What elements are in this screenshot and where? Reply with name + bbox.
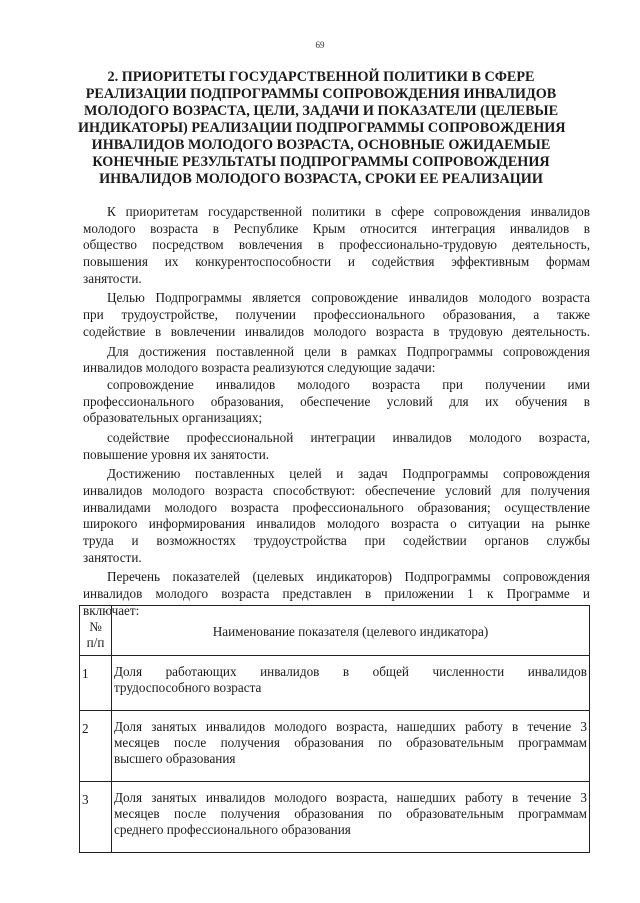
header-num: № [89,619,102,634]
text-line: образовательных организациях; [83,410,263,426]
text-line: Для достижения поставленной цели в рамках Подпрограммы сопровождения [107,343,590,359]
text-line: широкого информирования инвалидов молодого возраста о ситуации на рынке [83,516,590,532]
text-line: К приоритетам государственной политики в сфере сопровождения инвалидов [107,204,590,219]
text-line: включает: [83,602,140,618]
heading-line: ИНДИКАТОРЫ) РЕАЛИЗАЦИИ ПОДПРОГРАММЫ СОПРОВОЖДЕНИЯ [78,120,566,136]
table-header-row [80,606,590,656]
heading-line: 2. ПРИОРИТЕТЫ ГОСУДАРСТВЕННОЙ ПОЛИТИКИ В СФЕРЕ [107,69,535,85]
heading-line: ИНВАЛИДОВ МОЛОДОГО ВОЗРАСТА, ОСНОВНЫЕ ОЖИДАЕМЫЕ [91,137,551,153]
text-line: содействие в вовлечении инвалидов молодого возраста в трудовую деятельность. [83,323,590,339]
text-line: Перечень показателей (целевых индикаторов) Подпрограммы сопровождения [107,569,590,585]
table-row [80,782,590,853]
heading-line: МОЛОДОГО ВОЗРАСТА, ЦЕЛИ, ЗАДАЧИ И ПОКАЗАТЕЛИ (ЦЕЛЕВЫЕ [83,103,559,119]
text-line: сопровождение инвалидов молодого возраста при получении ими [107,376,590,392]
text-line: занятости. [83,270,142,286]
cell-line: трудоспособного возраста [114,680,262,695]
text-line: повышение уровня их занятости. [83,446,270,462]
heading-line: ИНВАЛИДОВ МОЛОДОГО ВОЗРАСТА, СРОКИ ЕЕ РЕАЛИЗАЦИИ [99,171,543,187]
cell-line: месяцев после получения образования по образовательным программам [114,806,587,821]
text-line: инвалидами молодого возраста профессионального образования; осуществление [83,499,590,515]
table-row [80,656,590,711]
indicators-table [79,602,590,853]
paragraph-task-2 [83,430,590,463]
header-name-cell: Наименование показателя (целевого индикатора) [112,606,590,656]
text-line: молодого возраста в Республике Крым относится интеграция инвалидов в [83,220,590,236]
page-number: 69 [315,40,325,50]
cell-line: среднего профессионального образования [114,822,351,837]
text-line: инвалидов молодого возраста способствуют: обеспечение условий для получения [83,483,590,498]
heading-line: КОНЕЧНЫЕ РЕЗУЛЬТАТЫ ПОДПРОГРАММЫ СОПРОВОЖДЕНИЯ [92,154,550,170]
text-line: при трудоустройстве, получении профессионального образования, а также [83,307,590,323]
paragraph-achievement [83,466,590,566]
row-indicator [112,711,590,782]
text-line: инвалидов молодого возраста реализуются следующие задачи: [83,360,436,376]
heading-line: РЕАЛИЗАЦИИ ПОДПРОГРАММЫ СОПРОВОЖДЕНИЯ ИНВАЛИДОВ [85,86,557,102]
body-text [83,204,590,620]
header-num-sub: п/п [86,635,105,650]
text-line: общество посредством вовлечения в профессионально-трудовую деятельность, [83,237,590,253]
cell-line: Доля занятых инвалидов молодого возраста, нашедших работу в течение 3 [114,790,587,805]
cell-line: высшего образования [114,751,236,766]
text-line: профессионального образования, обеспечение условий для их обучения в [83,393,590,409]
text-line: Целью Подпрограммы является сопровождение инвалидов молодого возраста [107,290,590,306]
paragraph-priorities [83,204,590,287]
text-line: Достижению поставленных целей и задач Подпрограммы сопровождения [107,466,590,482]
row-number: 2 [80,711,112,782]
row-number: 1 [80,656,112,711]
table-row [80,711,590,782]
text-line: инвалидов молодого возраста представлен в приложении 1 к Программе и [83,586,590,602]
text-line: содействие профессиональной интеграции инвалидов молодого возраста, [107,429,590,445]
cell-line: месяцев после получения образования по образовательным программам [114,735,587,750]
row-indicator [112,782,590,853]
paragraph-goal [83,290,590,340]
text-line: занятости. [83,549,142,565]
text-line: труда и возможностях трудоустройства при содействии органов службы [83,533,590,549]
paragraph-task-1 [83,377,590,427]
row-number: 3 [80,782,112,853]
paragraph-tasks-intro [83,344,590,377]
cell-line: Доля занятых инвалидов молодого возраста, нашедших работу в течение 3 [114,719,587,734]
cell-line: Доля работающих инвалидов в общей численности инвалидов [114,664,587,679]
text-line: повышения их конкурентоспособности и содействия эффективным формам [83,254,590,270]
header-num-cell [80,606,112,656]
row-indicator [112,656,590,711]
section-heading [78,69,564,188]
